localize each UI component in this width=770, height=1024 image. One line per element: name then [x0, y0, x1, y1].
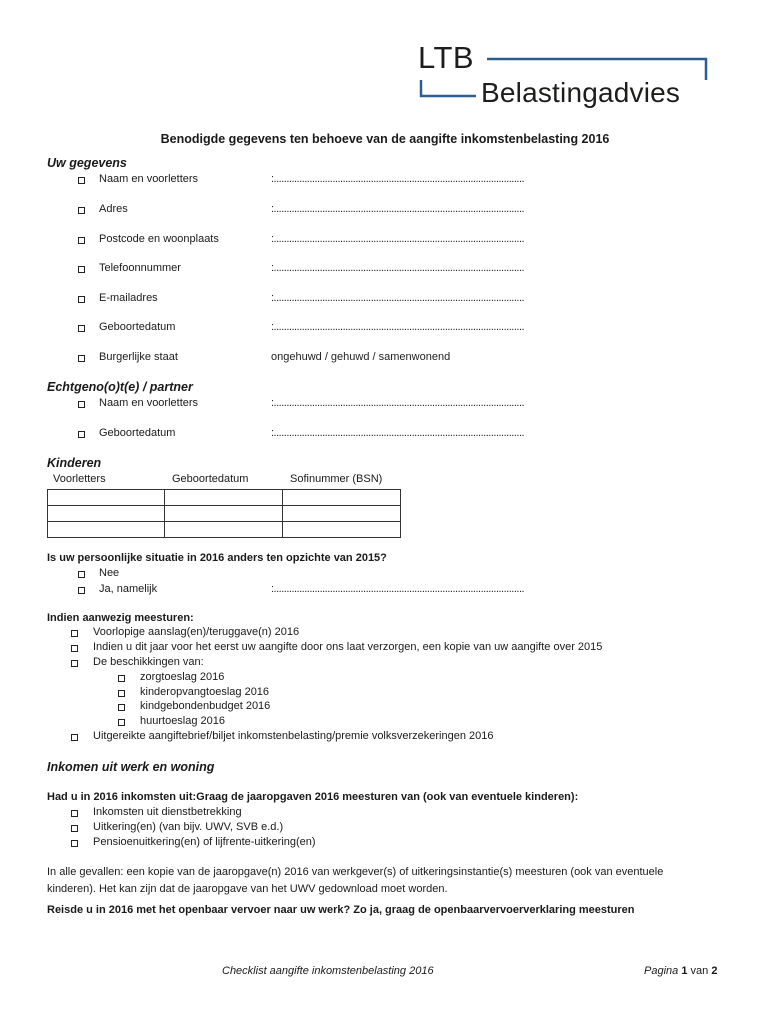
field-label: Naam en voorletters: [99, 397, 199, 409]
field-input-line[interactable]: :..................................................................................................: [271, 583, 525, 595]
field-input-line[interactable]: :..................................................................................................: [271, 397, 525, 409]
sub-list-item: [0, 671, 770, 687]
checkbox[interactable]: [78, 571, 85, 578]
question-situatie: Is uw persoonlijke situatie in 2016 anders ten opzichte van 2015?: [47, 552, 387, 564]
section-heading-meesturen: Indien aanwezig meesturen:: [47, 612, 194, 624]
checkbox[interactable]: [71, 825, 78, 832]
checkbox[interactable]: [71, 630, 78, 637]
item-label: Pensioenuitkering(en) of lijfrente-uitkering(en): [93, 836, 316, 848]
item-label: Uitgereikte aangiftebrief/biljet inkomstenbelasting/premie volksverzekeringen 2016: [93, 730, 494, 742]
checkbox[interactable]: [78, 177, 85, 184]
field-label: Geboortedatum: [99, 427, 176, 439]
footer-title: Checklist aangifte inkomstenbelasting 2016: [222, 965, 434, 977]
table-cell[interactable]: [48, 490, 165, 506]
list-item: [0, 641, 770, 657]
field-input-line[interactable]: :..................................................................................................: [271, 292, 525, 304]
company-logo: [0, 0, 770, 120]
option-nee: [0, 567, 770, 583]
checkbox[interactable]: [78, 325, 85, 332]
kinderen-table: [47, 489, 401, 538]
checkbox[interactable]: [78, 296, 85, 303]
field-input-line[interactable]: :..................................................................................................: [271, 262, 525, 274]
item-label: De beschikkingen van:: [93, 656, 204, 668]
list-item: [0, 836, 770, 852]
checkbox[interactable]: [78, 207, 85, 214]
item-label: kinderopvangtoeslag 2016: [140, 686, 270, 698]
field-input-line[interactable]: :..................................................................................................: [271, 321, 525, 333]
page-word: Pagina: [644, 965, 679, 977]
of-word: van: [690, 965, 709, 977]
section-heading-inkomen: Inkomen uit werk en woning: [47, 760, 215, 774]
logo-subtitle: Belastingadvies: [481, 77, 681, 108]
option-label: Ja, namelijk: [99, 583, 158, 595]
sub-list-item: [0, 700, 770, 716]
list-item: [0, 821, 770, 837]
table-cell[interactable]: [165, 506, 283, 522]
field-label: Adres: [99, 203, 128, 215]
form-row-postcode: [0, 233, 770, 249]
list-item: [0, 626, 770, 642]
page-total: 2: [711, 965, 718, 977]
field-input-line[interactable]: :..................................................................................................: [271, 233, 525, 245]
list-item: [0, 806, 770, 822]
column-header-voorletters: Voorletters: [53, 473, 106, 485]
item-label: Voorlopige aanslag(en)/teruggave(n) 2016: [93, 626, 300, 638]
marital-status-options[interactable]: ongehuwd / gehuwd / samenwonend: [271, 351, 451, 363]
form-row-telefoon: [0, 262, 770, 278]
item-label: huurtoeslag 2016: [140, 715, 226, 727]
form-row-naam: [0, 173, 770, 189]
table-row: [48, 490, 401, 506]
field-input-line[interactable]: :..................................................................................................: [271, 173, 525, 185]
column-header-geboortedatum: Geboortedatum: [172, 473, 249, 485]
checkbox[interactable]: [118, 690, 125, 697]
form-row-adres: [0, 203, 770, 219]
page-current: 1: [681, 965, 688, 977]
field-label: Geboortedatum: [99, 321, 176, 333]
option-ja: [0, 583, 770, 599]
item-label: Inkomsten uit dienstbetrekking: [93, 806, 242, 818]
table-cell[interactable]: [165, 490, 283, 506]
table-cell[interactable]: [48, 522, 165, 538]
item-label: kindgebondenbudget 2016: [140, 700, 271, 712]
checkbox[interactable]: [71, 840, 78, 847]
checkbox[interactable]: [118, 719, 125, 726]
checkbox[interactable]: [78, 401, 85, 408]
checkbox[interactable]: [78, 587, 85, 594]
table-cell[interactable]: [283, 490, 401, 506]
form-row-partner-geboortedatum: [0, 427, 770, 443]
checkbox[interactable]: [71, 810, 78, 817]
list-item: [0, 656, 770, 672]
checkbox[interactable]: [78, 237, 85, 244]
field-label: Burgerlijke staat: [99, 351, 178, 363]
field-label: Postcode en woonplaats: [99, 233, 219, 245]
item-label: Indien u dit jaar voor het eerst uw aangifte door ons laat verzorgen, een kopie van uw aangifte over 2015: [93, 641, 603, 653]
column-header-bsn: Sofinummer (BSN): [290, 473, 383, 485]
checkbox[interactable]: [78, 355, 85, 362]
checkbox[interactable]: [71, 645, 78, 652]
logo-brand: LTB: [418, 40, 475, 75]
field-input-line[interactable]: :..................................................................................................: [271, 203, 525, 215]
field-label: Naam en voorletters: [99, 173, 199, 185]
checkbox[interactable]: [78, 266, 85, 273]
checkbox[interactable]: [78, 431, 85, 438]
form-row-partner-naam: [0, 397, 770, 413]
section-heading-partner: Echtgeno(o)t(e) / partner: [47, 380, 193, 394]
page-number: [644, 965, 717, 977]
table-cell[interactable]: [283, 522, 401, 538]
table-cell[interactable]: [283, 506, 401, 522]
table-cell[interactable]: [48, 506, 165, 522]
paragraph-openbaar-vervoer: Reisde u in 2016 met het openbaar vervoer naar uw werk? Zo ja, graag de openbaarvervoerverklaring meesturen: [47, 904, 635, 916]
question-inkomsten: Had u in 2016 inkomsten uit:Graag de jaaropgaven 2016 meesturen van (ook van eventuele kinderen):: [47, 791, 579, 803]
section-heading-kinderen: Kinderen: [47, 456, 102, 470]
item-label: Uitkering(en) (van bijv. UWV, SVB e.d.): [93, 821, 284, 833]
checkbox[interactable]: [118, 675, 125, 682]
item-label: zorgtoeslag 2016: [140, 671, 225, 683]
table-row: [48, 506, 401, 522]
field-label: Telefoonnummer: [99, 262, 181, 274]
checkbox[interactable]: [71, 734, 78, 741]
table-cell[interactable]: [165, 522, 283, 538]
document-title: Benodigde gegevens ten behoeve van de aangifte inkomstenbelasting 2016: [160, 132, 610, 146]
form-row-burgerlijke-staat: [0, 351, 770, 367]
field-input-line[interactable]: :..................................................................................................: [271, 427, 525, 439]
checkbox[interactable]: [71, 660, 78, 667]
sub-list-item: [0, 715, 770, 731]
paragraph-jaaropgaven: In alle gevallen: een kopie van de jaaropgave(n) 2016 van werkgever(s) of uitkeringsinstantie(s) meesturen (ook van eventuele kinderen). Het kan zijn dat de jaaropgave van het UWV gedownload moet worden.: [47, 866, 664, 895]
form-row-email: [0, 292, 770, 308]
field-label: E-mailadres: [99, 292, 158, 304]
checkbox[interactable]: [118, 704, 125, 711]
section-heading-uw-gegevens: Uw gegevens: [47, 156, 127, 170]
list-item: [0, 730, 770, 746]
table-row: [48, 522, 401, 538]
option-label: Nee: [99, 567, 120, 579]
form-row-geboortedatum: [0, 321, 770, 337]
